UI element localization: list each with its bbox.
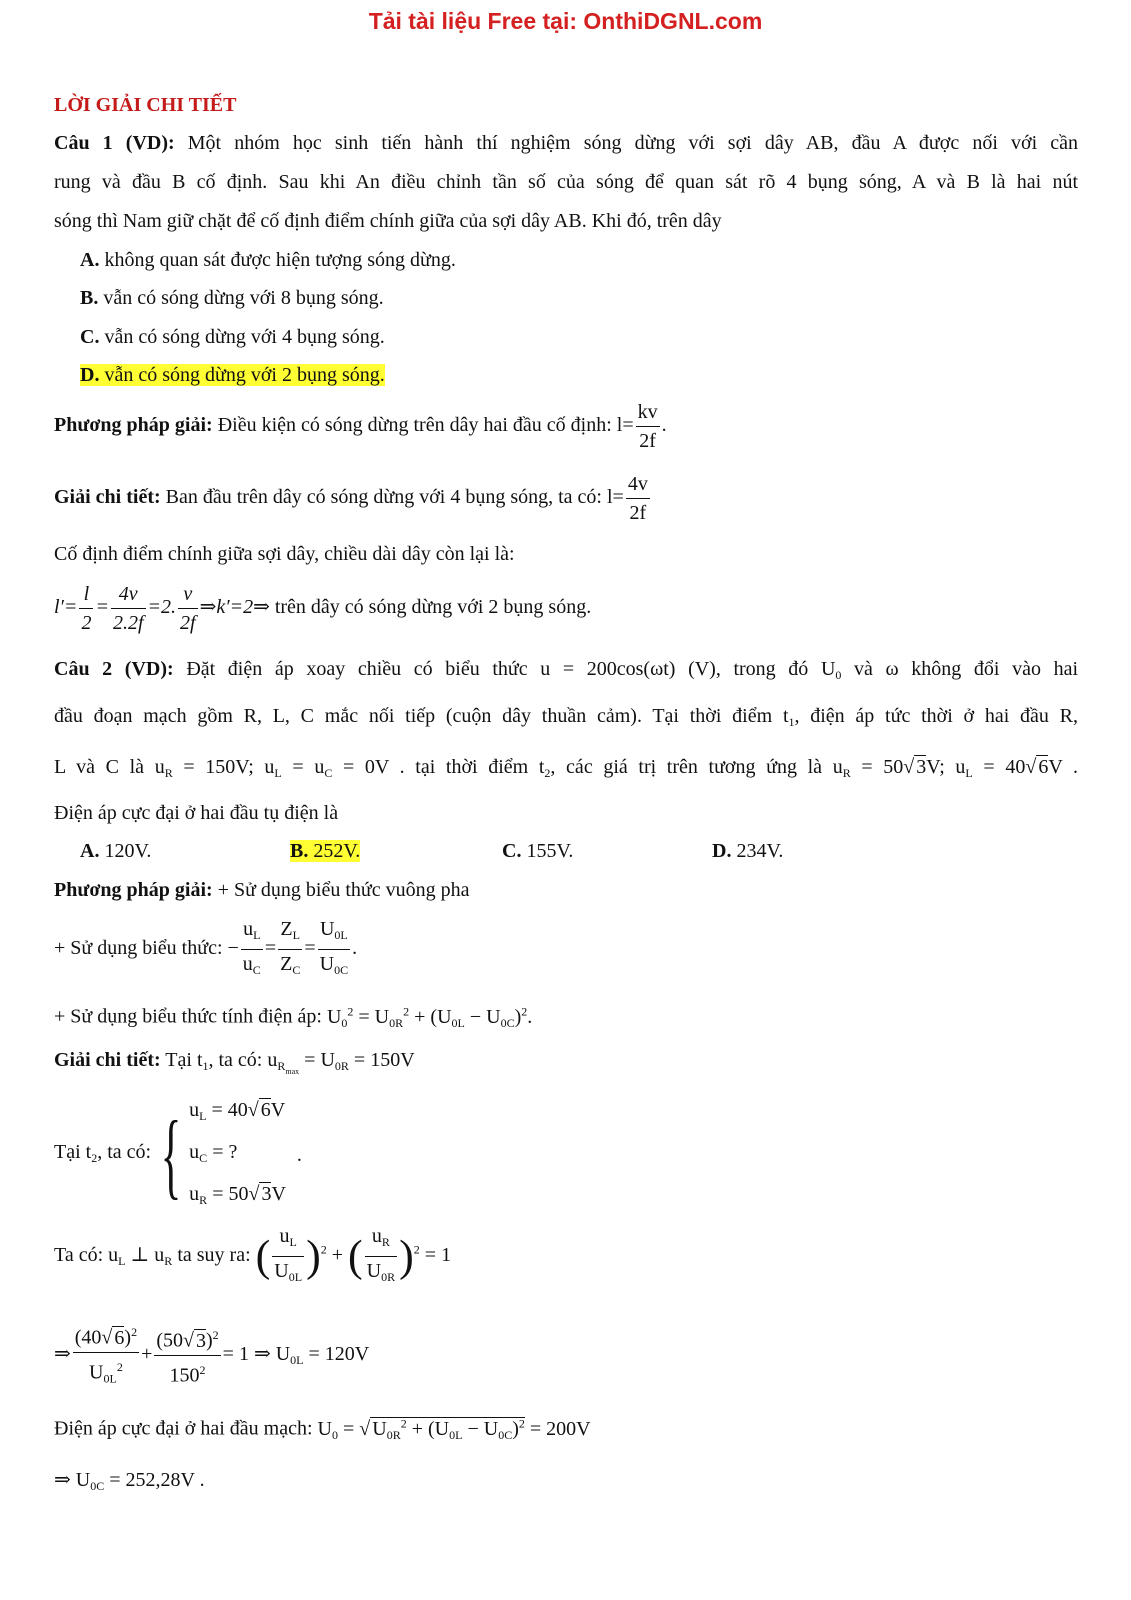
q1-option-a[interactable]: A. không quan sát được hiện tượng sóng dừng. — [80, 249, 456, 271]
q2-method: Phương pháp giải: + Sử dụng biểu thức vuông pha — [54, 879, 470, 901]
q2-line3: L và C là $u_R = 150V$; $u_L = u_C = 0V$ . tại thời điểm $t_2$, các giá trị trên tương ứng là $u_R = 50√$ 3V; $u_L = 40√$ 6V . — [54, 756, 1079, 780]
system-brace: { — [160, 1101, 182, 1208]
standing-wave-formula: l= $\frac{kv}{2f}$ . — [617, 414, 667, 436]
section-title: LỜI GIẢI CHI TIẾT — [54, 94, 237, 116]
q1-line2: rung và đầu B cố định. Sau khi An điều chỉnh tần số của sóng để quan sát rõ 4 bụng sóng, A và B là hai nút — [54, 171, 1078, 193]
q2-line4: Điện áp cực đại ở hai đầu tụ điện là — [54, 802, 339, 824]
q1-method: Phương pháp giải: Điều kiện có sóng dừng trên dây hai đầu cố định: l= $\frac{kv}{2f}$ . — [54, 398, 667, 455]
q2-detail-2: Tại $t_2$, ta có: { $u_L = 40√$ 6V $u_C$ = ? $u_R = 50√$ 3V . — [54, 1092, 302, 1212]
q2-option-b[interactable] — [290, 838, 360, 864]
q1-option-c[interactable]: C. vẫn có sóng dừng với 4 bụng sóng. — [80, 326, 385, 348]
q1-answer-highlight: D. vẫn có sóng dừng với 2 bụng sóng. — [80, 364, 385, 386]
q2-answer-highlight: B. 252V. — [290, 840, 361, 862]
site-header[interactable]: Tải tài liệu Free tại: OnthiDGNL.com — [368, 8, 763, 34]
q2-line2: đầu đoạn mạch gồm R, L, C mắc nối tiếp (cuộn dây thuần cảm). Tại thời điểm $t_1$, điện áp tức thời ở hai đầu R, — [54, 705, 1079, 729]
length-formula: l= $\frac{4v}{2f}$ — [607, 486, 652, 508]
q2-option-d[interactable]: D. 234V. — [712, 840, 784, 862]
q2-line1: Câu 2 (VD): Đặt điện áp xoay chiều có biểu thức u = 200cos(ωt) (V), trong đó $U_0$ và ω không đổi vào hai — [54, 658, 1079, 682]
voltage-formula: $U_0^2 = U_{0R}^2 + (U_{0L} - U_{0C})^2$. — [326, 1004, 533, 1030]
q1-option-b[interactable]: B. vẫn có sóng dừng với 8 bụng sóng. — [80, 287, 384, 309]
q2-option-c[interactable]: C. 155V. — [502, 840, 574, 862]
q2-final: ⇒ $U_{0C} = 252,28V$ . — [54, 1469, 205, 1493]
q1-detail: Giải chi tiết: Ban đầu trên dây có sóng dừng với 4 bụng sóng, ta có: l= $\frac{4v}{2f}$ — [54, 470, 652, 527]
q2-method-2: + Sử dụng biểu thức: − $\frac{u_L}{u_C}$ = $\frac{Z_L}{Z_C}$ = $\frac{U_{0L}}{U_{0C}}$ . — [54, 915, 357, 984]
ratio-formula: − $\frac{u_L}{u_C}$ = $\frac{Z_L}{Z_C}$ = $\frac{U_{0L}}{U_{0C}}$ . — [228, 937, 358, 959]
q2-detail-4: ⇒ $\frac{(40√ 6)^2}{U_{0L}^2}$ + $\frac{(50√ 3)^2}{150^2}$ = 1 ⇒ $U_{0L} = 120V$ — [54, 1318, 369, 1392]
q2-detail-5: Điện áp cực đại ở hai đầu mạch: $U_0$ = √ $U_{0R}^2 + (U_{0L} - U_{0C})^2 = 200V$ — [54, 1416, 591, 1442]
q2-method-3: + Sử dụng biểu thức tính điện áp: $U_0^2 = U_{0R}^2 + (U_{0L} - U_{0C})^2$. — [54, 1004, 533, 1030]
system-equations: $u_L = 40√$ 6V $u_C$ = ? $u_R = 50√$ 3V — [189, 1099, 286, 1207]
q1-line1: Câu 1 (VD): Một nhóm học sinh tiến hành thí nghiệm sóng dừng với sợi dây AB, đầu A được nối với cần — [54, 132, 1078, 154]
q2-detail-1: Giải chi tiết: Tại $t_1$, ta có: $u_{R_{max}} = U_{0R} = 150V$ — [54, 1049, 415, 1076]
q2-option-a[interactable]: A. 120V. — [80, 840, 152, 862]
new-length-formula: l′= $\frac{l}{2}$ = $\frac{4v}{2.2f}$ =2. $\frac{v}{2f}$ ⇒k′=2⇒ — [54, 596, 270, 618]
q1-line3: sóng thì Nam giữ chặt để cố định điểm chính giữa của sợi dây AB. Khi đó, trên dây — [54, 210, 722, 232]
q1-fix: Cố định điểm chính giữa sợi dây, chiều dài dây còn lại là: — [54, 543, 515, 565]
q1-label: Câu 1 (VD): — [54, 132, 175, 154]
q2-detail-3: Ta có: $u_L$ ⊥ $u_R$ ta suy ra: ( $\frac{u_L}{U_{0L}}$ )$^2$ + ( $\frac{u_R}{U_{0R}}$ )$^2$ = 1 — [54, 1222, 451, 1291]
q1-derivation: l′= $\frac{l}{2}$ = $\frac{4v}{2.2f}$ =2. $\frac{v}{2f}$ ⇒k′=2⇒ trên dây có sóng dừng với 2 bụng sóng. — [54, 580, 591, 637]
q1-option-d[interactable] — [80, 362, 385, 388]
